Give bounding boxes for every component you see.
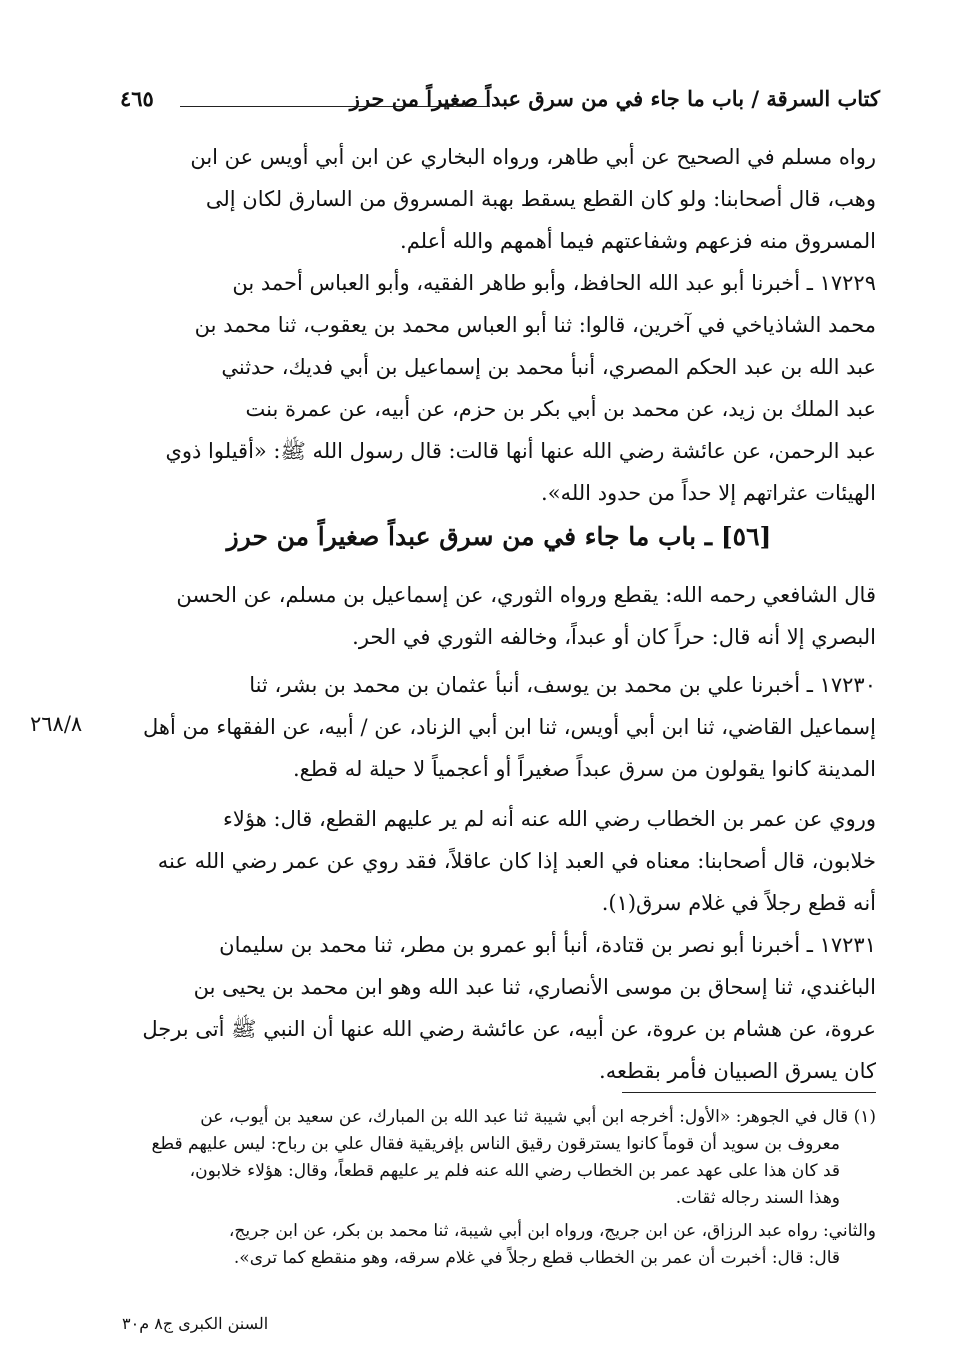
header-title: كتاب السرقة / باب ما جاء في من سرق عبداً صغيراً من حرز — [349, 86, 880, 111]
text-line: محمد الشاذياخي في آخرين، قالوا: ثنا أبو العباس محمد بن يعقوب، ثنا محمد بن — [194, 313, 876, 337]
footnotes — [122, 1104, 876, 1272]
footnote-line: معروف بن سويد أن قوماً كانوا يسترقون رقيق الناس بإفريقية فقال علي بن رباح: ليس عليهم قطع — [151, 1134, 840, 1154]
text-line: ١٧٢٢٩ ـ أخبرنا أبو عبد الله الحافظ، وأبو طاهر الفقيه، وأبو العباس أحمد بن — [232, 271, 876, 295]
text-line: عبد الله بن عبد الحكم المصري، أنبأ محمد بن إسماعيل بن أبي فديك، حدثني — [221, 355, 876, 379]
shafii-statement — [122, 574, 876, 658]
chapter-title: [٥٦] ـ باب ما جاء في من سرق عبداً صغيراً من حرز — [226, 522, 772, 551]
text-line: عبد الملك بن زيد، عن محمد بن أبي بكر بن حزم، عن أبيه، عن عمرة بنت — [245, 397, 876, 421]
running-header — [120, 82, 880, 122]
footnote-separator — [622, 1092, 876, 1093]
text-line: ١٧٢٣٠ ـ أخبرنا علي بن محمد بن يوسف، أنبأ عثمان بن محمد بن بشر، ثنا — [249, 673, 876, 697]
paragraph-continuation — [122, 136, 876, 262]
text-line: البصري إلا أنه قال: حراً كان أو عبداً، وخالفه الثوري في الحر. — [352, 625, 876, 649]
text-line: قال الشافعي رحمه الله: يقطع ورواه الثوري، عن إسماعيل بن مسلم، عن الحسن — [176, 583, 876, 607]
page-number: ٤٦٥ — [120, 86, 154, 111]
hadith-17229 — [122, 262, 876, 514]
volume-signature: السنن الكبرى ج٨ م٣٠ — [122, 1314, 269, 1333]
hadith-17230 — [122, 664, 876, 790]
text-line: المسروق منه فزعهم وشفاعتهم فيما أهمهم والله أعلم. — [400, 229, 876, 253]
footnote-line: قال: قال: أخبرت أن عمر بن الخطاب قطع رجلاً في غلام سرقه، وهو منقطع كما ترى». — [233, 1248, 840, 1268]
text-line: الباغندي، ثنا إسحاق بن موسى الأنصاري، ثنا عبد الله وهو ابن محمد بن يحيى بن — [193, 975, 876, 999]
footnote-line: (١) قال في الجوهر: «الأول: أخرجه ابن أبي شيبة ثنا عبد الله بن المبارك، عن سعيد بن أيوب، عن — [200, 1107, 876, 1127]
text-line: الهيئات عثراتهم إلا حداً من حدود الله». — [541, 481, 876, 505]
text-line: إسماعيل القاضي، ثنا ابن أبي أويس، ثنا ابن أبي الزناد، عن / أبيه، عن الفقهاء من أهل — [143, 715, 876, 739]
header-rule — [180, 106, 490, 107]
text-line: ١٧٢٣١ ـ أخبرنا أبو نصر بن قتادة، أنبأ أبو عمرو بن مطر، ثنا محمد بن سليمان — [219, 933, 876, 957]
text-line: كان يسرق الصبيان فأمر بقطعه. — [599, 1059, 876, 1083]
footnote-line: والثاني: رواه عبد الرزاق، عن ابن جريج، ورواه ابن أبي شيبة، ثنا محمد بن بكر، عن ابن جريج، — [228, 1221, 876, 1241]
text-line: عبد الرحمن، عن عائشة رضي الله عنها أنها قالت: قال رسول الله ﷺ: «أقيلوا ذوي — [165, 439, 876, 463]
footnote-line: وهذا السند رجاله ثقات. — [675, 1188, 840, 1208]
text-line: رواه مسلم في الصحيح عن أبي طاهر، ورواه البخاري عن ابن أبي أويس عن ابن — [190, 145, 876, 169]
text-line: المدينة كانوا يقولون من سرق عبداً صغيراً أو أعجمياً لا حيلة له قطع. — [292, 757, 876, 781]
umar-report — [122, 798, 876, 924]
text-line: وهب، قال أصحابنا: ولو كان القطع يسقط بهبة المسروق من السارق لكان إلى — [205, 187, 876, 211]
hadith-17231 — [122, 924, 876, 1092]
text-line: أنه قطع رجلاً في غلام سرق(١). — [601, 891, 876, 915]
text-line: خلابون، قال أصحابنا: معناه في العبد إذا كان عاقلاً، فقد روي عن عمر رضي الله عنه — [157, 849, 876, 873]
text-line: وروي عن عمر بن الخطاب رضي الله عنه أنه لم ير عليهم القطع، قال: هؤلاء — [223, 807, 876, 831]
margin-reference: ٢٦٨/٨ — [30, 712, 83, 736]
text-line: عروة، عن هشام بن عروة، عن أبيه، عن عائشة رضي الله عنها أن النبي ﷺ أتى برجل — [142, 1017, 876, 1041]
footnote-line: قد كان هذا على عهد عمر بن الخطاب رضي الله عنه فلم ير عليهم قطعاً، وقال: هؤلاء خلابون، — [189, 1161, 840, 1181]
